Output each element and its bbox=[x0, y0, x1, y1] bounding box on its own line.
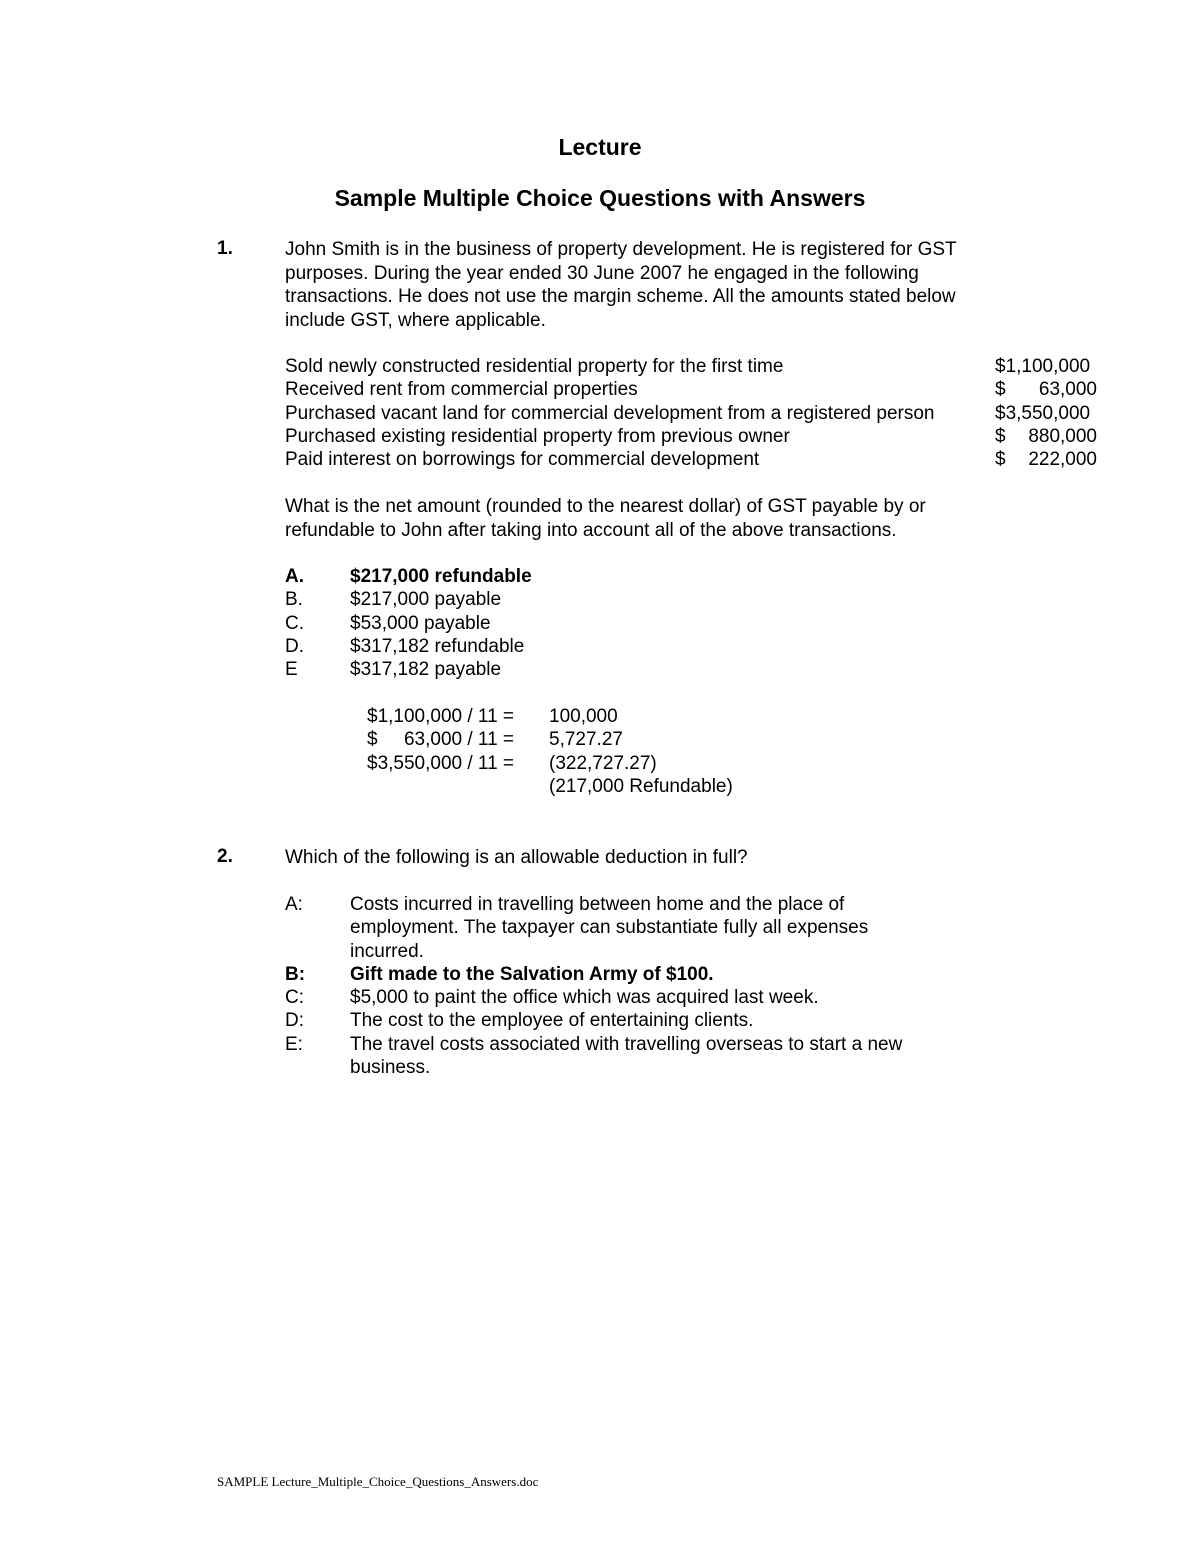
transaction-desc: Purchased existing residential property from previous owner bbox=[285, 425, 790, 447]
working-expression: $ 63,000 / 11 = bbox=[367, 729, 515, 751]
option-text: $217,000 payable bbox=[350, 589, 502, 611]
option-letter: B: bbox=[285, 963, 306, 985]
working-result: (217,000 Refundable) bbox=[549, 775, 733, 797]
option-letter: E: bbox=[285, 1033, 303, 1055]
option-letter: D: bbox=[285, 1010, 304, 1032]
answer-working bbox=[367, 705, 733, 798]
transaction-row bbox=[285, 448, 1097, 471]
option-text: The travel costs associated with travelling overseas to start a new business. bbox=[350, 1033, 903, 1079]
option-text: $317,182 refundable bbox=[350, 635, 525, 657]
working-expression: $3,550,000 / 11 = bbox=[367, 752, 515, 774]
option bbox=[285, 986, 985, 1009]
question-1-number: 1. bbox=[217, 238, 233, 259]
transaction-row bbox=[285, 402, 1097, 425]
option-text: Gift made to the Salvation Army of $100. bbox=[350, 963, 714, 985]
working-result: 100,000 bbox=[549, 706, 618, 727]
option bbox=[285, 612, 985, 635]
question-1-text: What is the net amount (rounded to the nearest dollar) of GST payable by or refundable to John after taking into account all of the above transactions. bbox=[285, 496, 926, 541]
option bbox=[285, 658, 985, 681]
transaction-currency: $ bbox=[995, 425, 1006, 447]
question-2-text: Which of the following is an allowable deduction in full? bbox=[285, 847, 748, 868]
option-correct bbox=[285, 565, 985, 588]
option-letter: D. bbox=[285, 635, 304, 657]
question-2-options bbox=[285, 893, 985, 1079]
option-text: Costs incurred in travelling between home and the place of employment. The taxpayer can substantiate fully all expenses incurred. bbox=[350, 894, 869, 962]
page-title: Lecture bbox=[558, 134, 642, 160]
option-correct bbox=[285, 963, 985, 986]
option bbox=[285, 588, 985, 611]
transaction-amount: 222,000 bbox=[1028, 449, 1097, 471]
option-letter: C: bbox=[285, 987, 304, 1009]
transaction-row bbox=[285, 355, 1097, 378]
option bbox=[285, 635, 985, 658]
working-expression: $1,100,000 / 11 = bbox=[367, 706, 515, 727]
transaction-desc: Paid interest on borrowings for commercial development bbox=[285, 449, 760, 471]
transaction-row bbox=[285, 378, 1097, 401]
working-row bbox=[367, 705, 733, 728]
option-text: $317,182 payable bbox=[350, 659, 502, 681]
option-letter: C. bbox=[285, 612, 304, 634]
option-letter: A: bbox=[285, 894, 303, 915]
option-letter: A. bbox=[285, 566, 304, 587]
transaction-currency: $ bbox=[995, 449, 1006, 471]
working-result: (322,727.27) bbox=[549, 752, 657, 774]
working-row bbox=[367, 728, 733, 751]
option-text: $53,000 payable bbox=[350, 612, 491, 634]
question-2-number: 2. bbox=[217, 846, 233, 867]
transactions-list bbox=[285, 355, 1097, 471]
option-letter: B. bbox=[285, 589, 303, 611]
option bbox=[285, 1009, 985, 1032]
transaction-desc: Purchased vacant land for commercial development from a registered person bbox=[285, 402, 935, 424]
option-letter: E bbox=[285, 659, 298, 681]
page-subtitle: Sample Multiple Choice Questions with Answers bbox=[334, 185, 866, 211]
working-row bbox=[367, 752, 733, 775]
option bbox=[285, 1033, 985, 1080]
question-1-options bbox=[285, 565, 985, 681]
transaction-amount: 880,000 bbox=[1028, 425, 1097, 447]
option-text: $5,000 to paint the office which was acquired last week. bbox=[350, 987, 819, 1009]
transaction-desc: Received rent from commercial properties bbox=[285, 379, 638, 401]
transaction-amount: $3,550,000 bbox=[995, 402, 1091, 424]
transaction-amount: 63,000 bbox=[1038, 379, 1097, 401]
transaction-currency: $ bbox=[995, 379, 1006, 401]
page-footer: SAMPLE Lecture_Multiple_Choice_Questions_Answers.doc bbox=[217, 1474, 539, 1489]
option bbox=[285, 893, 985, 963]
question-1-intro: John Smith is in the business of property development. He is registered for GST purposes. During the year ended 30 June 2007 he engaged in the following transactions. He does not use the margin scheme. All the amounts stated below include GST, where applicable. bbox=[285, 239, 957, 331]
transaction-amount: $1,100,000 bbox=[995, 356, 1091, 377]
working-row bbox=[367, 775, 733, 798]
working-result: 5,727.27 bbox=[549, 729, 623, 751]
working-expression bbox=[367, 775, 549, 798]
transaction-row bbox=[285, 425, 1097, 448]
option-text: The cost to the employee of entertaining clients. bbox=[350, 1010, 754, 1032]
transaction-desc: Sold newly constructed residential property for the first time bbox=[285, 356, 784, 377]
option-text: $217,000 refundable bbox=[350, 566, 532, 587]
